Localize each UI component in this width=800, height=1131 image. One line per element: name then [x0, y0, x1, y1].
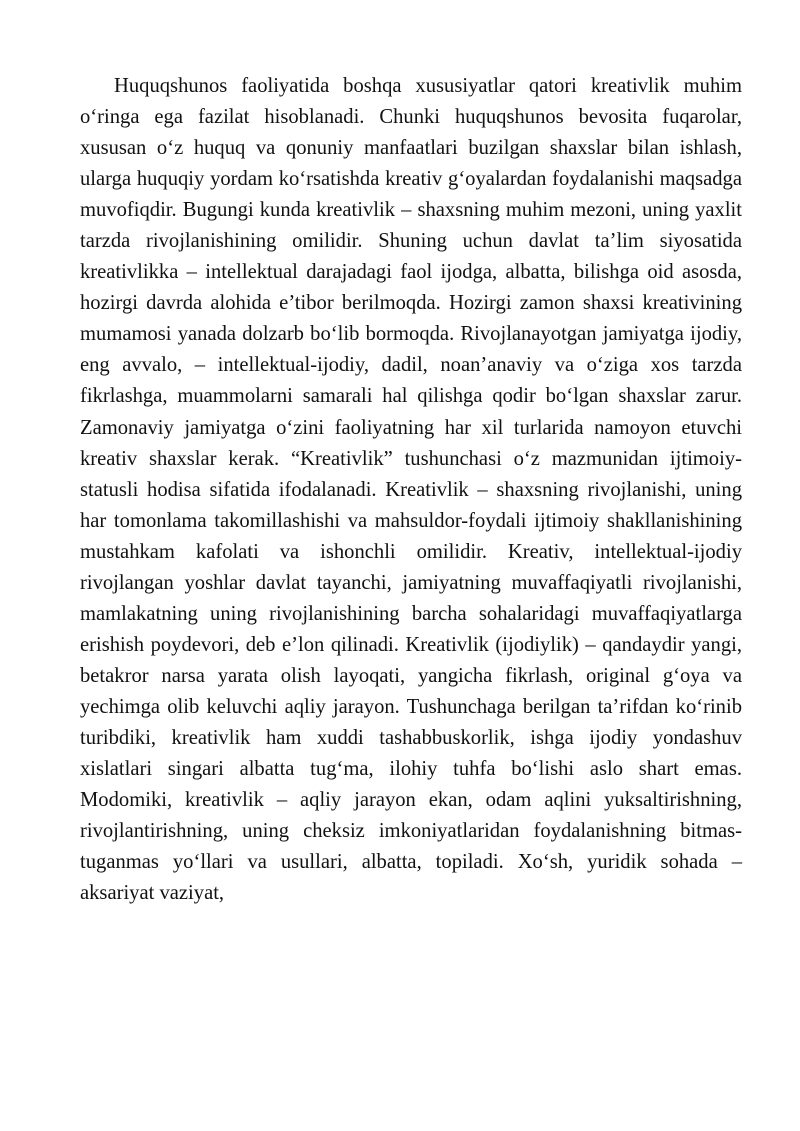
body-paragraph: Huquqshunos faoliyatida boshqa xususiyatlar qatori kreativlik muhim o‘ringa ega fazilat hisoblanadi. Chunki huquqshunos bevosita fuqarolar, xususan o‘z huquq va qonuniy manfaatlari buzilgan shaxslar bilan ishlash, ularga huquqiy yordam ko‘rsatishda kreativ g‘oyalardan foydalanishi maqsadga muvofiqdir. Bugungi kunda kreativlik – shaxsning muhim mezoni, uning yaxlit tarzda rivojlanishining omilidir. Shuning uchun davlat ta’lim siyosatida kreativlikka – intellektual darajadagi faol ijodga, albatta, bilishga oid asosda, hozirgi davrda alohida e’tibor berilmoqda. Hozirgi zamon shaxsi kreativining mumamosi yanada dolzarb bo‘lib bormoqda. Rivojlanayotgan jamiyatga ijodiy, eng avvalo, – intellektual-ijodiy, dadil, noan’anaviy va o‘ziga xos tarzda fikrlashga, muammolarni samarali hal qilishga qodir bo‘lgan shaxslar zarur. Zamonaviy jamiyatga o‘zini faoliyatning har xil turlarida namoyon etuvchi kreativ shaxslar kerak. “Kreativlik” tushunchasi o‘z mazmunidan ijtimoiy-statusli hodisa sifatida ifodalanadi. Kreativlik – shaxsning rivojlanishi, uning har tomonlama takomillashishi va mahsuldor-foydali ijtimoiy shakllanishining mustahkam kafolati va ishonchli omilidir. Kreativ, intellektual-ijodiy rivojlangan yoshlar davlat tayanchi, jamiyatning muvaffaqiyatli rivojlanishi, mamlakatning uning rivojlanishining barcha sohalaridagi muvaffaqiyatlarga erishish poydevori, deb e’lon qilinadi. Kreativlik (ijodiylik) – qandaydir yangi, betakror narsa yarata olish layoqati, yangicha fikrlash, original g‘oya va yechimga olib keluvchi aqliy jarayon. Tushunchaga berilgan ta’rifdan ko‘rinib turibdiki, kreativlik ham xuddi tashabbuskorlik, ishga ijodiy yondashuv xislatlari singari albatta tug‘ma, ilohiy tuhfa bo‘lishi aslo shart emas. Modomiki, kreativlik – aqliy jarayon ekan, odam aqlini yuksaltirishning, rivojlantirishning, uning cheksiz imkoniyatlaridan foydalanishning bitmas-tuganmas yo‘llari va usullari, albatta, topiladi. Xo‘sh, yuridik sohada – aksariyat vaziyat,: [80, 75, 742, 905]
document-page: [80, 71, 742, 909]
